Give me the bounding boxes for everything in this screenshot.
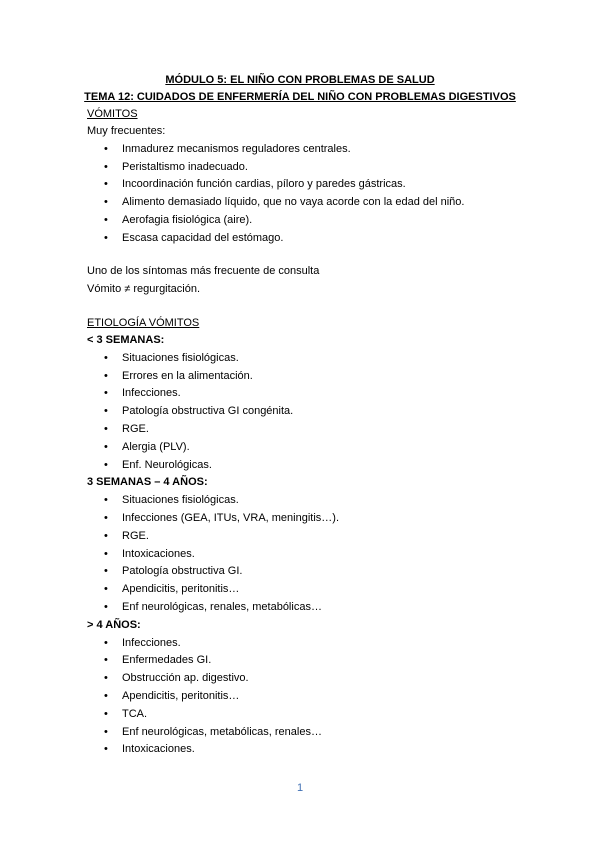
bullet-icon: •	[104, 231, 108, 244]
page-number: 1	[296, 782, 304, 794]
bullet-icon: •	[104, 725, 108, 738]
bullet-icon: •	[104, 529, 108, 542]
bullet-icon: •	[104, 351, 108, 364]
bullet-icon: •	[104, 196, 108, 209]
list-item: • RGE.	[87, 421, 557, 439]
bullet-icon: •	[104, 213, 108, 226]
bullet-icon: •	[104, 440, 108, 453]
bullet-icon: •	[104, 743, 108, 756]
group-label-under-3-weeks: < 3 SEMANAS:	[87, 334, 165, 346]
vomitos-intro: Muy frecuentes:	[87, 125, 166, 137]
list-item: • Patología obstructiva GI congénita.	[87, 403, 557, 421]
bullet-icon: •	[104, 707, 108, 720]
list-item: • Intoxicaciones.	[87, 546, 557, 564]
bullet-icon: •	[104, 405, 108, 418]
module-title: MÓDULO 5: EL NIÑO CON PROBLEMAS DE SALUD	[165, 74, 435, 86]
bullet-icon: •	[104, 636, 108, 649]
group-list-under-3-weeks	[87, 350, 557, 475]
bullet-icon: •	[104, 178, 108, 191]
group-label-over-4-years: > 4 AÑOS:	[87, 618, 141, 631]
bullet-icon: •	[104, 369, 108, 382]
list-item: • Alimento demasiado líquido, que no vaya acorde con la edad del niño.	[87, 194, 557, 212]
bullet-icon: •	[104, 387, 108, 400]
list-item: • Situaciones fisiológicas.	[87, 350, 557, 368]
bullet-icon: •	[104, 689, 108, 702]
list-item: • Intoxicaciones.	[87, 741, 557, 759]
bullet-icon: •	[104, 142, 108, 155]
vomitos-list	[87, 141, 557, 248]
list-item: • Apendicitis, peritonitis…	[87, 688, 557, 706]
list-item: • Apendicitis, peritonitis…	[87, 581, 557, 599]
list-item: • Inmadurez mecanismos reguladores centrales.	[87, 141, 557, 159]
vomitos-notes	[87, 263, 557, 299]
bullet-icon: •	[104, 494, 108, 507]
note-regurgitacion: Vómito ≠ regurgitación.	[87, 282, 201, 295]
list-item: • Patología obstructiva GI.	[87, 563, 557, 581]
etiologia-section	[87, 315, 557, 759]
topic-title: TEMA 12: CUIDADOS DE ENFERMERÍA DEL NIÑO CON PROBLEMAS DIGESTIVOS	[84, 91, 516, 103]
bullet-icon: •	[104, 654, 108, 667]
bullet-icon: •	[104, 565, 108, 578]
list-item: • Enf neurológicas, renales, metabólicas…	[87, 599, 557, 617]
list-item: • RGE.	[87, 528, 557, 546]
list-item: • Enf. Neurológicas.	[87, 457, 557, 475]
bullet-icon: •	[104, 422, 108, 435]
etiologia-heading: ETIOLOGÍA VÓMITOS	[87, 317, 200, 329]
note-consulta: Uno de los síntomas más frecuente de consulta	[87, 265, 320, 277]
list-item: • Enfermedades GI.	[87, 652, 557, 670]
list-item: • Situaciones fisiológicas.	[87, 492, 557, 510]
group-list-over-4-years	[87, 635, 557, 760]
bullet-icon: •	[104, 547, 108, 560]
list-item: • Alergia (PLV).	[87, 439, 557, 457]
list-item: • Infecciones.	[87, 385, 557, 403]
list-item: • Errores en la alimentación.	[87, 368, 557, 386]
list-item: • Incoordinación función cardias, píloro y paredes gástricas.	[87, 176, 557, 194]
bullet-icon: •	[104, 583, 108, 596]
list-item: • Aerofagia fisiológica (aire).	[87, 212, 557, 230]
list-item: • Escasa capacidad del estómago.	[87, 230, 557, 248]
group-list-3-weeks-4-years	[87, 492, 557, 617]
bullet-icon: •	[104, 672, 108, 685]
bullet-icon: •	[104, 511, 108, 524]
list-item: • Enf neurológicas, metabólicas, renales…	[87, 724, 557, 742]
bullet-icon: •	[104, 600, 108, 613]
vomitos-heading: VÓMITOS	[87, 108, 138, 120]
bullet-icon: •	[104, 160, 108, 173]
list-item: • Infecciones (GEA, ITUs, VRA, meningitis…).	[87, 510, 557, 528]
list-item: • Obstrucción ap. digestivo.	[87, 670, 557, 688]
group-label-3-weeks-4-years: 3 SEMANAS – 4 AÑOS:	[87, 476, 208, 489]
list-item: • Peristaltismo inadecuado.	[87, 159, 557, 177]
list-item: • TCA.	[87, 706, 557, 724]
vomitos-section	[87, 106, 557, 248]
list-item: • Infecciones.	[87, 635, 557, 653]
bullet-icon: •	[104, 458, 108, 471]
